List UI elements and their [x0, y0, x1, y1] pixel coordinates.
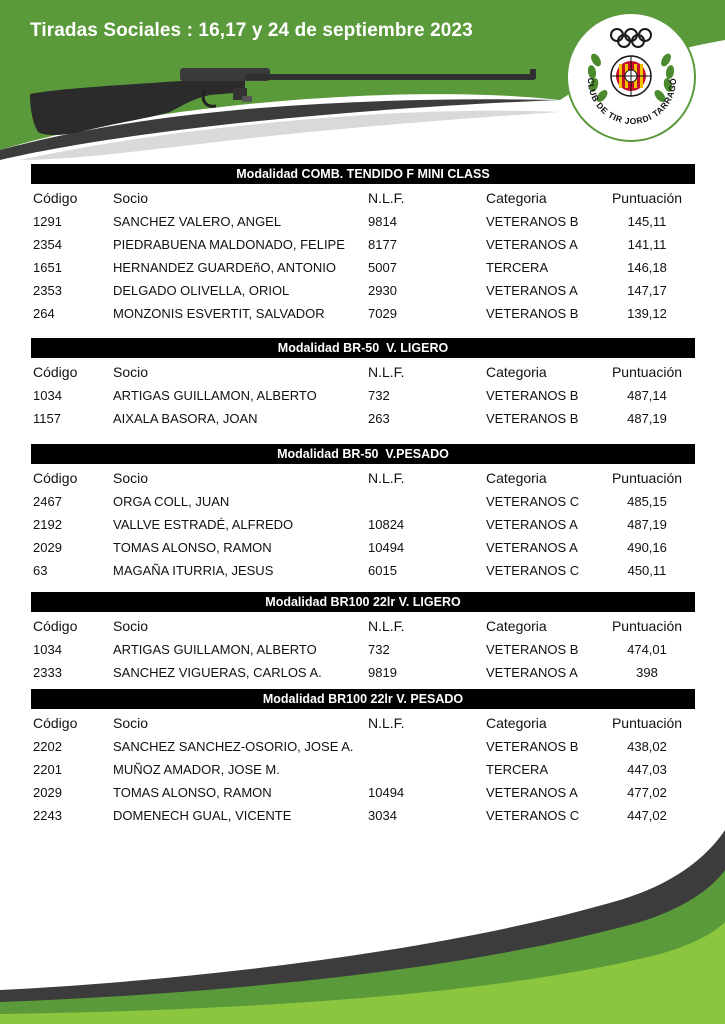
- club-logo: [566, 12, 696, 142]
- section-br50-ligero: [31, 338, 695, 431]
- column-header-cat: Categoria: [486, 715, 547, 731]
- column-header-row: [31, 616, 695, 639]
- cell-punt: 487,19: [627, 517, 667, 532]
- cell-code: 2333: [33, 665, 62, 680]
- column-header-socio: Socio: [113, 364, 149, 380]
- cell-code: 2029: [33, 785, 62, 800]
- cell-cat: VETERANOS C: [486, 808, 580, 823]
- cell-cat: VETERANOS C: [486, 563, 580, 578]
- column-header-cat: Categoria: [486, 190, 547, 206]
- cell-code: 63: [33, 563, 48, 578]
- cell-nlf: 9819: [368, 665, 397, 680]
- column-header-code: Código: [33, 470, 78, 486]
- cell-nlf: 10494: [368, 540, 405, 555]
- section-title: Modalidad BR-50 V. LIGERO: [31, 338, 695, 358]
- table-row: [31, 385, 695, 408]
- section-br100-ligero: [31, 592, 695, 685]
- table-row: [31, 662, 695, 685]
- cell-punt: 485,15: [627, 494, 667, 509]
- cell-cat: VETERANOS B: [486, 739, 579, 754]
- table-row: [31, 408, 695, 431]
- table-row: [31, 736, 695, 759]
- cell-cat: VETERANOS B: [486, 642, 579, 657]
- cell-socio: SANCHEZ VIGUERAS, CARLOS A.: [113, 665, 322, 680]
- table-row: [31, 560, 695, 583]
- cell-code: 1034: [33, 388, 62, 403]
- column-header-cat: Categoria: [486, 470, 547, 486]
- cell-cat: TERCERA: [486, 762, 549, 777]
- column-header-socio: Socio: [113, 190, 149, 206]
- column-header-row: [31, 713, 695, 736]
- cell-socio: ARTIGAS GUILLAMON, ALBERTO: [113, 388, 317, 403]
- rifle-image: [20, 62, 540, 137]
- cell-socio: PIEDRABUENA MALDONADO, FELIPE: [113, 237, 345, 252]
- cell-punt: 477,02: [627, 785, 667, 800]
- cell-socio: MAGAÑA ITURRIA, JESUS: [113, 563, 274, 578]
- cell-punt: 447,02: [627, 808, 667, 823]
- cell-nlf: 7029: [368, 306, 397, 321]
- table-row: [31, 639, 695, 662]
- column-header-code: Código: [33, 618, 78, 634]
- cell-code: 1157: [33, 411, 61, 426]
- section-title: Modalidad BR-50 V.PESADO: [31, 444, 695, 464]
- cell-punt: 146,18: [627, 260, 667, 275]
- cell-code: 2201: [33, 762, 62, 777]
- cell-socio: DOMENECH GUAL, VICENTE: [113, 808, 292, 823]
- column-header-cat: Categoria: [486, 364, 547, 380]
- cell-code: 2029: [33, 540, 62, 555]
- table-row: [31, 211, 695, 234]
- table-row: [31, 303, 695, 326]
- cell-socio: AIXALA BASORA, JOAN: [113, 411, 258, 426]
- cell-cat: VETERANOS A: [486, 785, 578, 800]
- column-header-code: Código: [33, 190, 78, 206]
- cell-punt: 450,11: [627, 563, 667, 578]
- column-header-cat: Categoria: [486, 618, 547, 634]
- cell-socio: MONZONIS ESVERTIT, SALVADOR: [113, 306, 325, 321]
- column-header-nlf: N.L.F.: [368, 470, 405, 486]
- cell-nlf: 263: [368, 411, 390, 426]
- cell-socio: MUÑOZ AMADOR, JOSE M.: [113, 762, 280, 777]
- column-header-nlf: N.L.F.: [368, 618, 405, 634]
- cell-code: 2467: [33, 494, 62, 509]
- cell-nlf: 2930: [368, 283, 397, 298]
- cell-code: 2353: [33, 283, 62, 298]
- cell-socio: SANCHEZ VALERO, ANGEL: [113, 214, 282, 229]
- cell-punt: 487,14: [627, 388, 667, 403]
- table-row: [31, 257, 695, 280]
- cell-nlf: 732: [368, 642, 390, 657]
- section-comb-tendido: [31, 164, 695, 326]
- cell-nlf: 8177: [368, 237, 397, 252]
- cell-cat: TERCERA: [486, 260, 549, 275]
- column-header-code: Código: [33, 715, 78, 731]
- column-header-socio: Socio: [113, 715, 149, 731]
- footer-swoosh: [0, 830, 725, 1024]
- table-row: [31, 514, 695, 537]
- cell-socio: HERNANDEZ GUARDEñO, ANTONIO: [113, 260, 336, 275]
- column-header-row: [31, 468, 695, 491]
- cell-cat: VETERANOS A: [486, 283, 578, 298]
- column-header-punt: Puntuación: [611, 715, 683, 731]
- cell-punt: 398: [636, 665, 658, 680]
- cell-cat: VETERANOS B: [486, 388, 579, 403]
- cell-code: 1034: [33, 642, 62, 657]
- column-header-row: [31, 362, 695, 385]
- cell-socio: VALLVE ESTRADÉ, ALFREDO: [113, 517, 294, 532]
- cell-cat: VETERANOS A: [486, 540, 578, 555]
- cell-cat: VETERANOS B: [486, 306, 579, 321]
- table-row: [31, 537, 695, 560]
- column-header-punt: Puntuación: [611, 364, 683, 380]
- cell-nlf: 5007: [368, 260, 397, 275]
- column-header-nlf: N.L.F.: [368, 190, 405, 206]
- cell-nlf: 3034: [368, 808, 397, 823]
- cell-socio: TOMAS ALONSO, RAMON: [113, 785, 272, 800]
- cell-code: 2354: [33, 237, 62, 252]
- column-header-socio: Socio: [113, 470, 149, 486]
- cell-cat: VETERANOS A: [486, 517, 578, 532]
- section-br50-pesado: [31, 444, 695, 583]
- cell-nlf: 732: [368, 388, 390, 403]
- target-icon: [611, 56, 651, 96]
- cell-code: 264: [33, 306, 55, 321]
- cell-punt: 447,03: [627, 762, 667, 777]
- column-header-punt: Puntuación: [611, 618, 683, 634]
- table-row: [31, 759, 695, 782]
- table-row: [31, 280, 695, 303]
- table-row: [31, 805, 695, 828]
- column-header-punt: Puntuación: [611, 190, 683, 206]
- column-header-nlf: N.L.F.: [368, 715, 405, 731]
- cell-nlf: 9814: [368, 214, 397, 229]
- cell-code: 2243: [33, 808, 62, 823]
- column-header-code: Código: [33, 364, 78, 380]
- table-row: [31, 782, 695, 805]
- cell-cat: VETERANOS A: [486, 237, 578, 252]
- cell-punt: 474,01: [627, 642, 667, 657]
- page-title: Tiradas Sociales : 16,17 y 24 de septiembre 2023: [30, 20, 473, 41]
- cell-punt: 147,17: [627, 283, 667, 298]
- cell-code: 2202: [33, 739, 62, 754]
- cell-socio: ARTIGAS GUILLAMON, ALBERTO: [113, 642, 317, 657]
- column-header-nlf: N.L.F.: [368, 364, 405, 380]
- cell-code: 1291: [33, 214, 62, 229]
- cell-cat: VETERANOS C: [486, 494, 580, 509]
- column-header-punt: Puntuación: [611, 470, 683, 486]
- cell-cat: VETERANOS B: [486, 214, 579, 229]
- cell-socio: DELGADO OLIVELLA, ORIOL: [113, 283, 290, 298]
- cell-punt: 141,11: [627, 237, 667, 252]
- cell-punt: 487,19: [627, 411, 667, 426]
- section-br100-pesado: [31, 689, 695, 828]
- cell-punt: 490,16: [627, 540, 667, 555]
- cell-socio: ORGA COLL, JUAN: [113, 494, 230, 509]
- cell-nlf: 10494: [368, 785, 405, 800]
- cell-punt: 145,11: [627, 214, 667, 229]
- cell-punt: 139,12: [627, 306, 667, 321]
- cell-punt: 438,02: [627, 739, 667, 754]
- section-title: Modalidad COMB. TENDIDO F MINI CLASS: [31, 164, 695, 184]
- cell-socio: SANCHEZ SANCHEZ-OSORIO, JOSE A.: [113, 739, 354, 754]
- cell-code: 1651: [33, 260, 62, 275]
- column-header-row: [31, 188, 695, 211]
- cell-socio: TOMAS ALONSO, RAMON: [113, 540, 272, 555]
- section-title: Modalidad BR100 22lr V. LIGERO: [31, 592, 695, 612]
- club-logo-text: CLUB DE TIR JORDI TARRAGÓ: [585, 77, 679, 127]
- cell-cat: VETERANOS A: [486, 665, 578, 680]
- table-row: [31, 491, 695, 514]
- cell-nlf: 10824: [368, 517, 405, 532]
- cell-code: 2192: [33, 517, 62, 532]
- column-header-socio: Socio: [113, 618, 149, 634]
- table-row: [31, 234, 695, 257]
- section-title: Modalidad BR100 22lr V. PESADO: [31, 689, 695, 709]
- cell-cat: VETERANOS B: [486, 411, 579, 426]
- cell-nlf: 6015: [368, 563, 397, 578]
